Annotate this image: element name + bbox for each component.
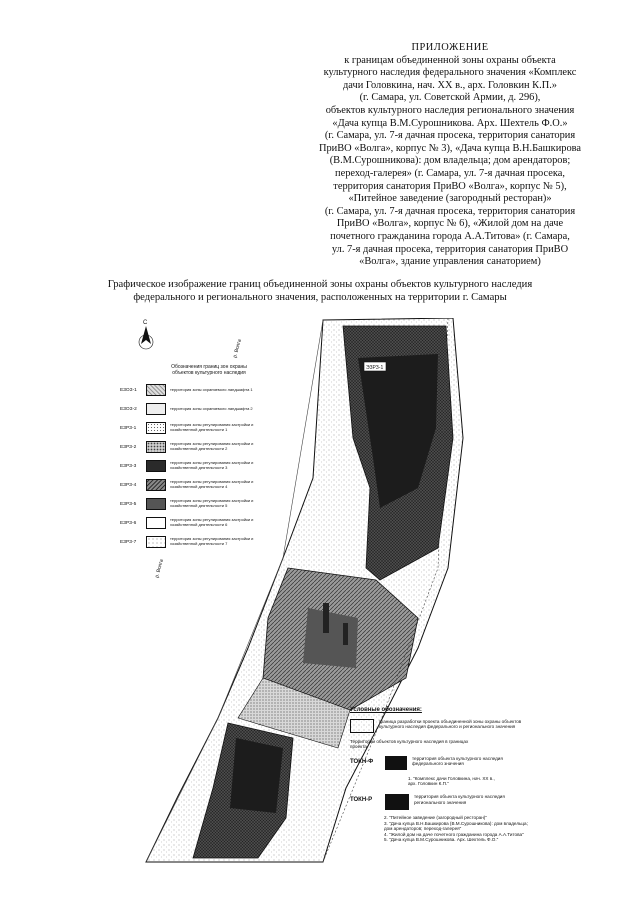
zone-legend-code: ЕЗРЗ-6 bbox=[120, 520, 137, 526]
appendix-line: ПриВО «Волга», корпус № 6), «Жилой дом на даче bbox=[336, 218, 564, 230]
zone-legend-row bbox=[120, 422, 270, 434]
appendix-caption bbox=[300, 42, 600, 269]
zone-legend-code: ЕЗРЗ-2 bbox=[120, 444, 137, 450]
tokn-r-item: 2. "Питейное заведение (загородный ресторан)" bbox=[384, 814, 487, 820]
zone-legend-row bbox=[120, 460, 270, 472]
zone-legend-code: ЕЗОЗ-2 bbox=[120, 406, 137, 412]
tokn-f-item: 1. "Комплекс дачи Головкина, нач. XX в., арх. Головкин К.П." bbox=[408, 775, 495, 787]
appendix-line: переход-галерея» (г. Самара, ул. 7-я дачная просека, bbox=[335, 167, 565, 179]
zone-legend-swatch bbox=[146, 441, 166, 453]
tokn-r-label: ТОКН-Р bbox=[350, 796, 373, 803]
zone-legend-row bbox=[120, 536, 270, 548]
zone-legend-code: ЕЗРЗ-1 bbox=[120, 425, 137, 431]
boundary-swatch bbox=[350, 719, 374, 733]
map-heading-line: федерального и регионального значения, расположенных на территории г. Самары bbox=[133, 292, 507, 303]
river-label-top: р. Волга bbox=[232, 338, 243, 359]
appendix-line: (г. Самара, ул. 7-я дачная просека, территория санатория bbox=[324, 205, 576, 217]
zone-legend-swatch bbox=[146, 384, 166, 396]
zone-legend-text: территория зоны охраняемого ландшафта 2 bbox=[170, 405, 253, 411]
zone-legend-swatch bbox=[146, 536, 166, 548]
appendix-line: «Питейное заведение (загородный ресторан)» bbox=[348, 193, 552, 205]
zone-legend-code: ЕЗРЗ-4 bbox=[120, 482, 137, 488]
zone-legend-text: территория зоны регулирования застройки и хозяйственной деятельности 2 bbox=[170, 441, 254, 451]
zones-legend bbox=[120, 364, 270, 548]
symbols-legend-title: Условные обозначения: bbox=[350, 707, 422, 713]
zone-lower-core bbox=[230, 738, 283, 813]
zone-legend-code: ЕЗРЗ-3 bbox=[120, 463, 137, 469]
zone-legend-swatch bbox=[146, 479, 166, 491]
zone-legend-row bbox=[120, 498, 270, 510]
tokn-f-label: ТОКН-Ф bbox=[350, 758, 374, 765]
territories-title: Территории объектов культурного наследия в границах проекта bbox=[350, 738, 469, 750]
zone-legend-code: ЕЗОЗ-1 bbox=[120, 387, 137, 393]
river-label-bottom: р. Волга bbox=[154, 558, 165, 579]
appendix-line: к границам объединенной зоны охраны объекта bbox=[344, 54, 556, 66]
map-heading-line: Графическое изображение границ объединенной зоны охраны объектов культурного наследия bbox=[107, 279, 533, 290]
zone-legend-text: территория зоны регулирования застройки и хозяйственной деятельности 5 bbox=[170, 498, 254, 508]
appendix-line: почетного гражданина города А.А.Титова» (г. Самара, bbox=[330, 230, 570, 242]
zone-legend-code: ЕЗРЗ-5 bbox=[120, 501, 137, 507]
symbols-legend bbox=[350, 708, 528, 843]
tokn-f-swatch bbox=[385, 756, 407, 770]
appendix-line: (В.М.Сурошникова): дом владельца; дом арендаторов; bbox=[329, 155, 571, 167]
zone-label-top: ЭЗРЗ-1 bbox=[366, 365, 384, 371]
zone-legend-row bbox=[120, 479, 270, 491]
appendix-line: «Волга», здание управления санаторием) bbox=[359, 256, 541, 268]
zone-legend-text: территория зоны регулирования застройки и хозяйственной деятельности 7 bbox=[170, 536, 254, 546]
building bbox=[323, 603, 329, 633]
appendix-line: «Дача купца В.М.Сурошникова. Арх. Шехтель Ф.О.» bbox=[332, 117, 568, 129]
zone-legend-row bbox=[120, 441, 270, 453]
zone-legend-text: территория зоны регулирования застройки и хозяйственной деятельности 4 bbox=[170, 479, 254, 489]
zone-legend-text: территория зоны регулирования застройки и хозяйственной деятельности 6 bbox=[170, 517, 254, 527]
zone-legend-swatch bbox=[146, 517, 166, 529]
map-heading bbox=[20, 278, 620, 304]
appendix-line: объектов культурного наследия регионального значения bbox=[325, 104, 575, 116]
tokn-f-text: территория объекта культурного наследия федерального значения bbox=[412, 755, 503, 767]
appendix-line: культурного наследия федерального значения «Комплекс bbox=[323, 67, 577, 79]
appendix-line: территория санатория ПриВО «Волга», корпус № 5), bbox=[333, 180, 567, 192]
appendix-line: ул. 7-я дачная просека, территория санатория ПриВО bbox=[331, 243, 569, 255]
zone-legend-text: территория зоны регулирования застройки и хозяйственной деятельности 1 bbox=[170, 422, 254, 432]
zone-legend-text: территория зоны охраняемого ландшафта 1 bbox=[170, 386, 253, 392]
zone-legend-swatch bbox=[146, 460, 166, 472]
zone-legend-code: ЕЗРЗ-7 bbox=[120, 539, 137, 545]
tokn-r-item: 3. "Дача купца В.Н.Башкирова (В.М.Сурошникова): дом владельца; дом арендаторов; переход-галерея" bbox=[384, 820, 528, 832]
north-arrow-icon bbox=[139, 326, 153, 349]
zone-map bbox=[118, 318, 532, 864]
tokn-r-item: 5. "Дача купца В.М.Сурошникова. Арх. Шехтель Ф.О." bbox=[384, 837, 499, 843]
appendix-title: ПРИЛОЖЕНИЕ bbox=[411, 42, 489, 53]
boundary-text: граница разработки проекта объединенной зоны охраны объектов культурного наследия федерального и регионального значения bbox=[379, 718, 522, 730]
north-label: С bbox=[143, 320, 148, 326]
appendix-line: ПриВО «Волга», корпус № 3), «Дача купца В.Н.Башкирова bbox=[318, 142, 582, 154]
zone-legend-swatch bbox=[146, 498, 166, 510]
zone-legend-swatch bbox=[146, 403, 166, 415]
appendix-line: (г. Самара, ул. Советской Армии, д. 296), bbox=[359, 92, 541, 104]
zone-legend-swatch bbox=[146, 422, 166, 434]
building bbox=[343, 623, 348, 645]
zone-legend-row bbox=[120, 517, 270, 529]
zone-legend-text: территория зоны регулирования застройки и хозяйственной деятельности 3 bbox=[170, 460, 254, 470]
appendix-line: (г. Самара, ул. 7-я дачная просека, территория санатория bbox=[324, 130, 576, 142]
tokn-r-swatch bbox=[385, 794, 409, 810]
zones-legend-title: объектов культурного наследия bbox=[172, 370, 246, 376]
zones-legend-title: Обозначения границ зон охраны bbox=[171, 364, 247, 370]
tokn-r-text: территория объекта культурного наследия регионального значения bbox=[414, 793, 505, 805]
tokn-r-item: 4. "Жилой дом на даче почетного гражданина города А.А.Титова" bbox=[384, 831, 524, 837]
zone-legend-row bbox=[120, 403, 270, 415]
zone-middle-dark bbox=[303, 608, 358, 668]
zone-legend-row bbox=[120, 384, 270, 396]
appendix-line: дачи Головкина, нач. XX в., арх. Головкин К.П.» bbox=[343, 79, 557, 91]
